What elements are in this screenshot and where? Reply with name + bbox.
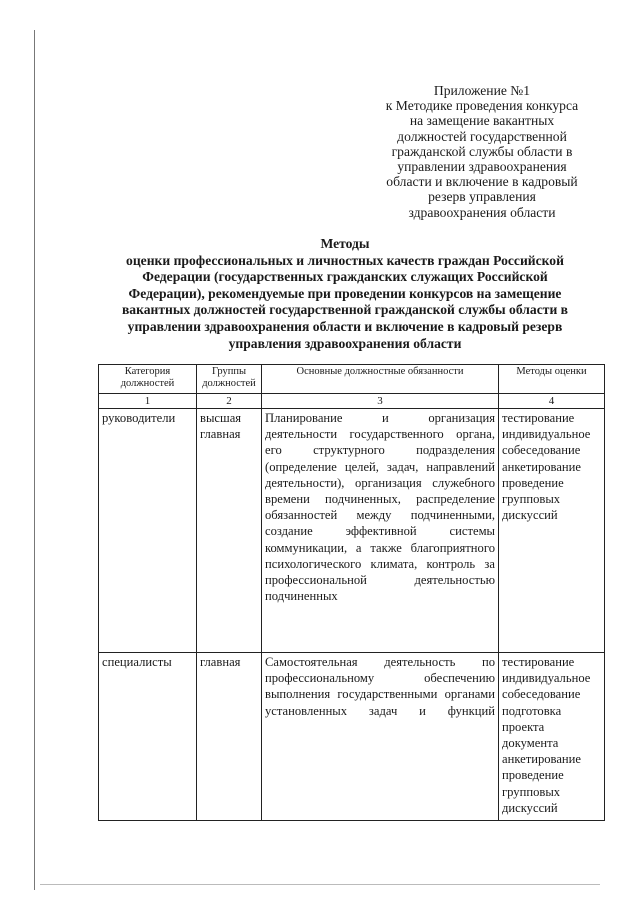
document-title: [96, 236, 594, 352]
method-item: индивидуальное: [502, 671, 591, 686]
methods-cell: [499, 409, 605, 653]
category-cell: специалисты: [99, 653, 197, 821]
title-line: управлении здравоохранения области и включение в кадровый резерв: [127, 318, 563, 334]
appendix-line: к Методике проведения конкурса: [385, 98, 579, 114]
column-number: 3: [262, 394, 499, 409]
appendix-line: резерв управления: [428, 189, 536, 205]
margin-line: [34, 30, 35, 890]
method-item: документа: [502, 736, 559, 751]
column-number-row: [99, 394, 605, 409]
method-item: проведение: [502, 475, 564, 490]
title-line: Федерации (государственных гражданских служащих Российской: [142, 269, 548, 285]
method-item: анкетирование: [502, 459, 581, 474]
method-item: дискуссий: [502, 508, 558, 523]
title-line: управления здравоохранения области: [228, 335, 462, 351]
column-number: 1: [99, 394, 197, 409]
method-item: проведение: [502, 768, 564, 783]
method-item: анкетирование: [502, 752, 581, 767]
header-duties: Основные должностные обязанности: [262, 365, 499, 394]
title-line: вакантных должностей государственной гражданской службы области в: [121, 302, 569, 318]
groups-cell: [197, 409, 262, 653]
method-item: проекта: [502, 719, 545, 734]
title-line: оценки профессиональных и личностных качеств граждан Российской: [126, 252, 564, 268]
groups-cell: [197, 653, 262, 821]
appendix-line: здравоохранения области: [408, 204, 556, 220]
appendix-line: Приложение №1: [433, 83, 531, 98]
appendix-header: [362, 83, 602, 220]
table-row: [99, 409, 605, 653]
methods-cell: [499, 653, 605, 821]
header-methods: Методы оценки: [499, 365, 605, 394]
appendix-line: на замещение вакантных: [409, 113, 555, 129]
method-item: собеседование: [502, 687, 581, 702]
title-line: Методы: [320, 236, 370, 251]
method-item: подготовка: [502, 703, 562, 718]
column-number: 2: [197, 394, 262, 409]
method-item: тестирование: [502, 655, 575, 669]
header-category: Категория должностей: [99, 365, 197, 394]
group-label: высшая: [200, 411, 242, 425]
title-line: Федерации), рекомендуемые при проведении конкурсов на замещение: [128, 285, 562, 301]
method-item: собеседование: [502, 443, 581, 458]
appendix-line: должностей государственной: [397, 128, 567, 144]
duties-cell: Самостоятельная деятельность по профессиональному обеспечению выполнения государственными органами установленных задач и функций: [262, 653, 499, 821]
column-number: 4: [499, 394, 605, 409]
method-item: индивидуальное: [502, 427, 591, 442]
header-groups: Группы должностей: [197, 365, 262, 394]
group-label: главная: [200, 655, 241, 669]
footer-rule: [40, 884, 600, 885]
category-cell: руководители: [99, 409, 197, 653]
table-row: [99, 653, 605, 821]
group-label: главная: [200, 427, 241, 442]
appendix-line: управлении здравоохранения: [397, 159, 567, 175]
method-item: дискуссий: [502, 800, 558, 815]
appendix-line: области и включение в кадровый: [386, 174, 578, 190]
table-header-row: [99, 365, 605, 394]
method-item: групповых: [502, 784, 561, 799]
method-item: групповых: [502, 492, 561, 507]
method-item: тестирование: [502, 411, 575, 425]
appendix-line: гражданской службы области в: [391, 143, 573, 159]
methods-table: [98, 364, 605, 821]
duties-cell: Планирование и организация деятельности государственного органа, его структурного подразделения (определение целей, задач, направлений деятельности), организация служебного времени подчиненных, распределение обязанностей между подчиненными, создание эффективной системы коммуникации, а также благоприятного психологического климата, контроль за профессиональной деятельностью подчиненных: [262, 409, 499, 653]
